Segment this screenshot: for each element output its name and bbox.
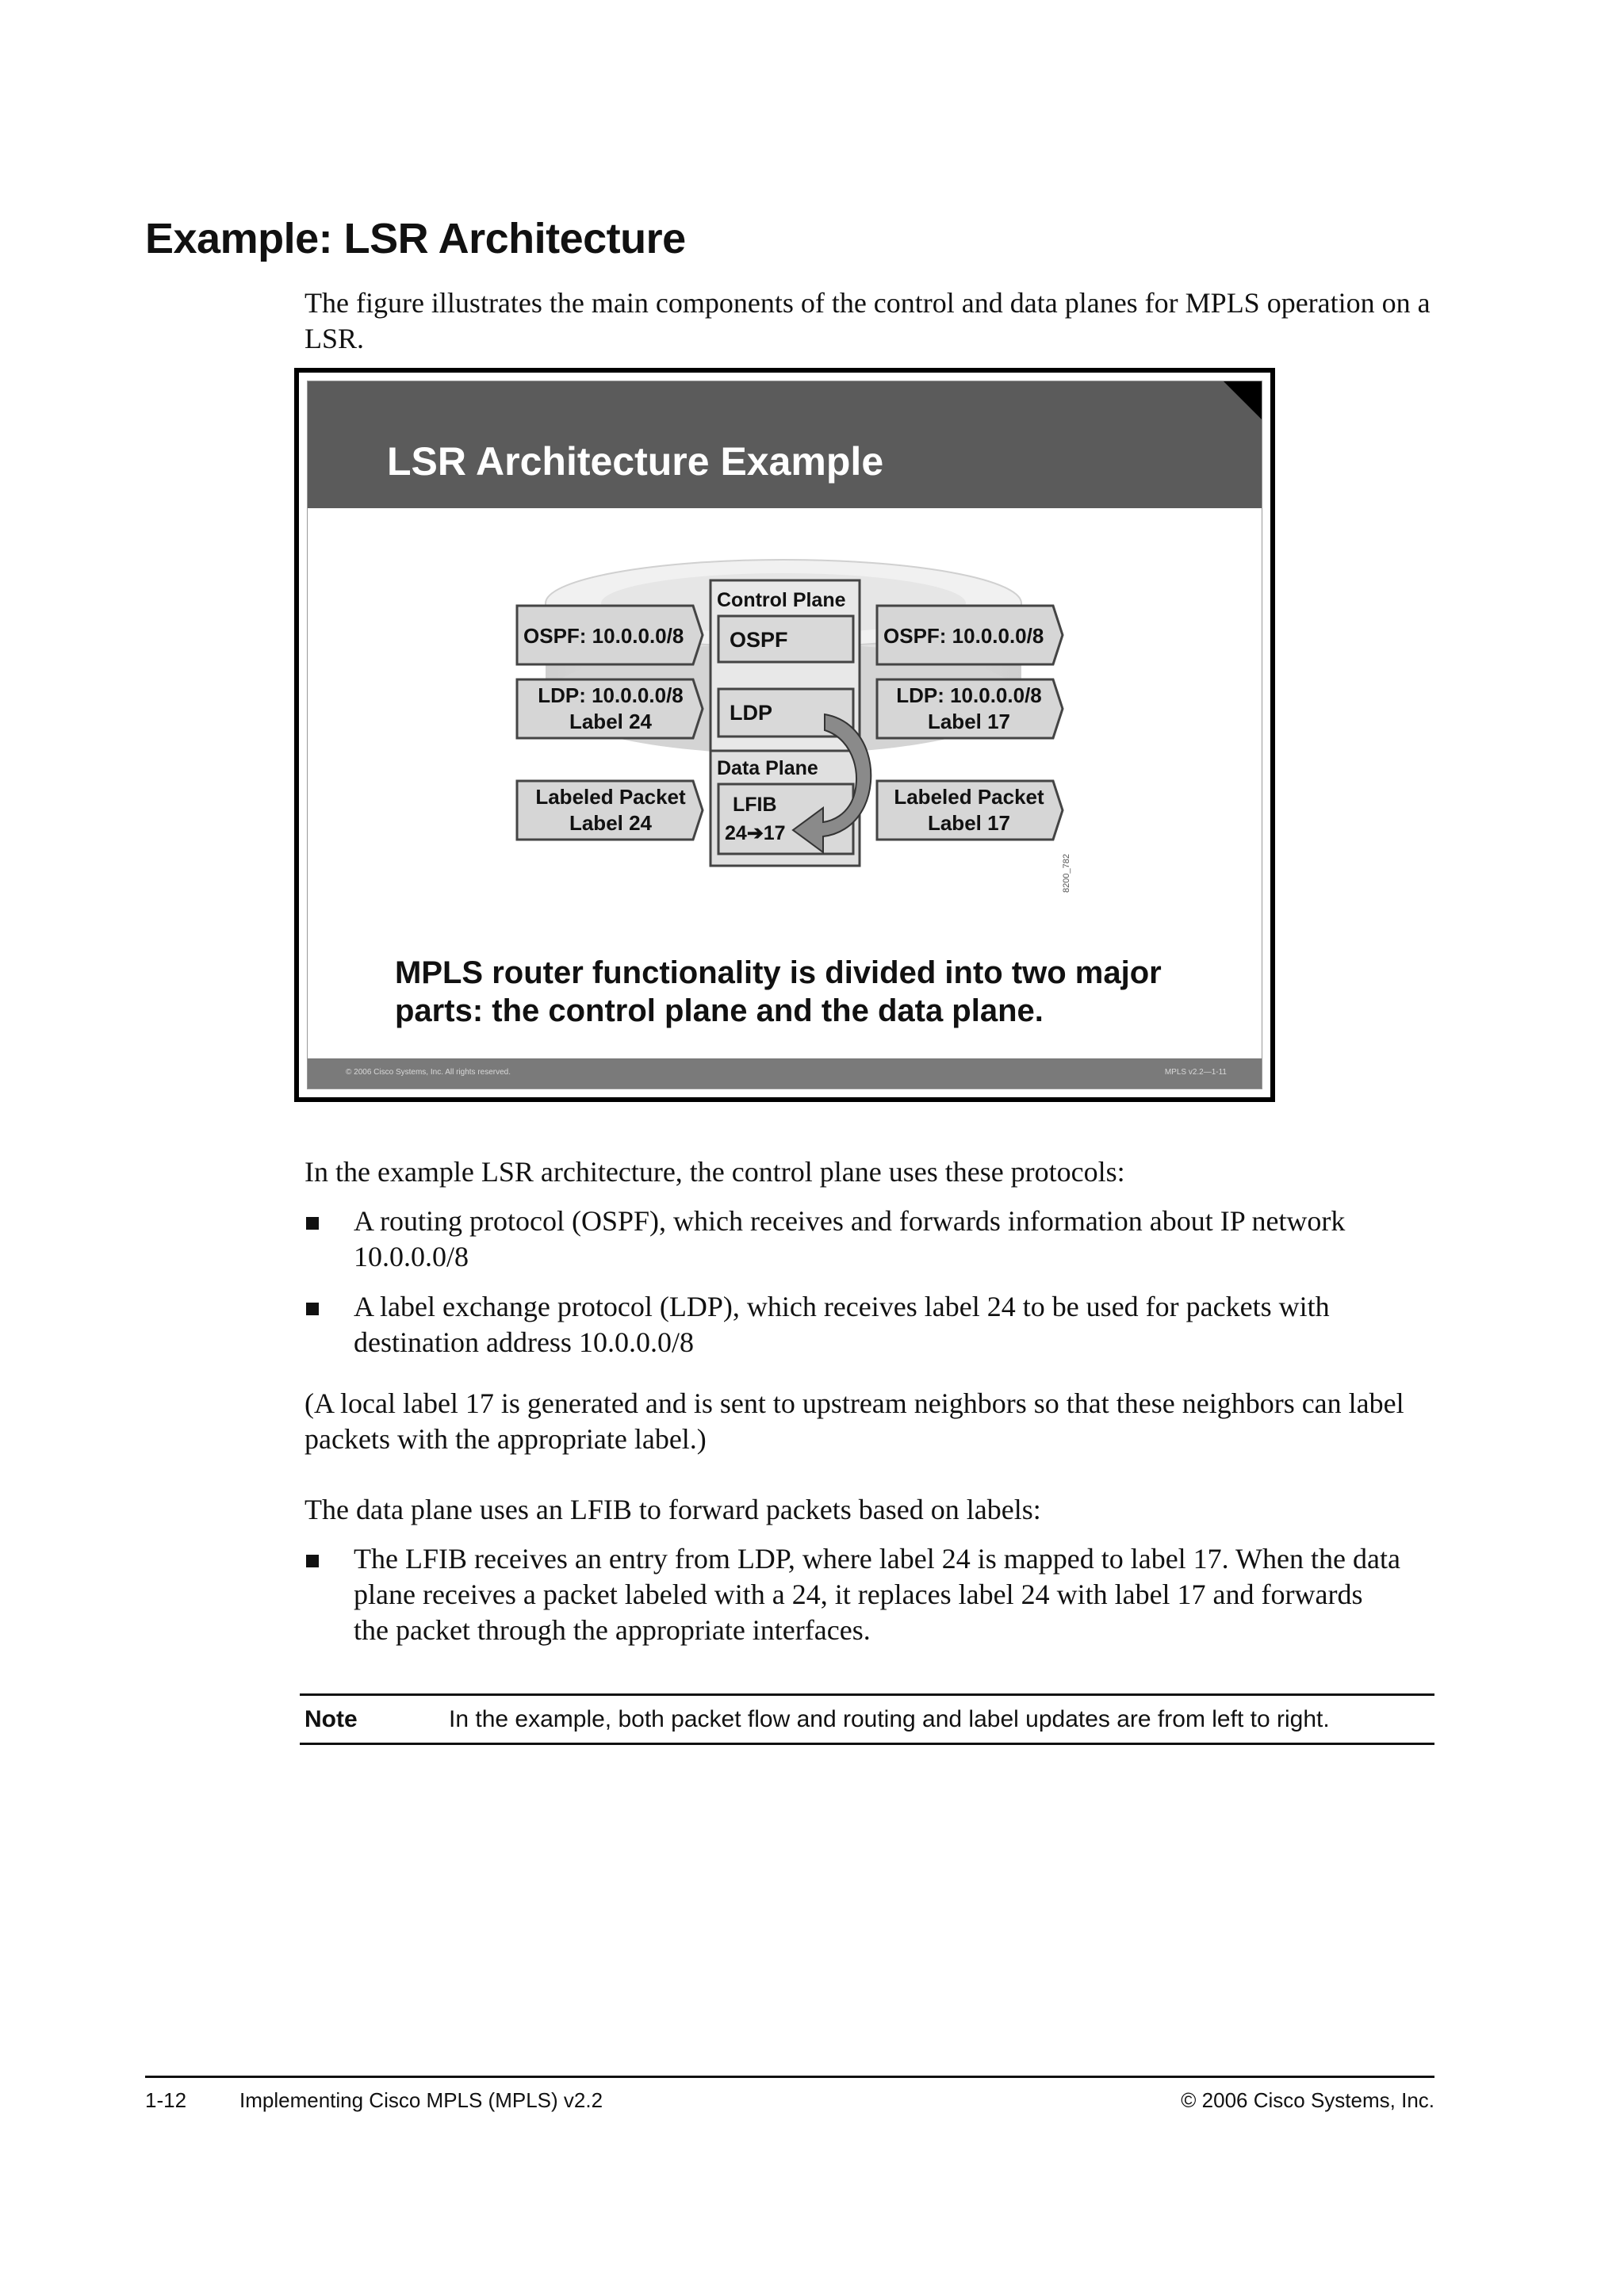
- ospf-label: OSPF: [730, 628, 788, 652]
- slide-copyright: © 2006 Cisco Systems, Inc. All rights reserved.: [346, 1068, 511, 1077]
- section-title: Example: LSR Architecture: [145, 215, 686, 262]
- right-ospf-text: OSPF: 10.0.0.0/8: [883, 624, 1044, 648]
- left-ldp-tag: [517, 679, 703, 738]
- right-ldp-tag: [877, 679, 1063, 738]
- slide-title: LSR Architecture Example: [387, 439, 884, 484]
- control-plane-intro: In the example LSR architecture, the control plane uses these protocols:: [304, 1156, 1125, 1188]
- slide-figure: [294, 368, 1275, 1102]
- bullet-square-icon: [306, 1555, 319, 1567]
- figure-id: 8200_782: [1062, 854, 1071, 893]
- left-packet-line1: Labeled Packet: [535, 785, 686, 809]
- left-ldp-line2: Label 24: [569, 710, 653, 733]
- footer-page-number: 1-12: [145, 2088, 187, 2112]
- data-plane-intro: The data plane uses an LFIB to forward packets based on labels:: [304, 1494, 1041, 1525]
- lfib-label: LFIB: [733, 794, 777, 816]
- right-ospf-tag: [877, 606, 1063, 664]
- left-ldp-line1: LDP: 10.0.0.0/8: [538, 683, 684, 707]
- slide-frame: [307, 381, 1262, 1089]
- bullet-text: A routing protocol (OSPF), which receives and forwards information about IP network 10.0.0.0/8: [354, 1205, 1346, 1272]
- left-packet-tag: [517, 781, 703, 840]
- footer-copyright: © 2006 Cisco Systems, Inc.: [1181, 2088, 1434, 2112]
- slide-version: MPLS v2.2—1-11: [1164, 1068, 1227, 1077]
- note-divider-bottom: [300, 1743, 1434, 1745]
- left-ospf-tag: [517, 606, 703, 664]
- local-label-paragraph: (A local label 17 is generated and is sent to upstream neighbors so that these neighbors can label packets with the appropriate label.): [304, 1387, 1404, 1455]
- lfib-arrow-icon: ➔: [746, 822, 764, 844]
- right-packet-line1: Labeled Packet: [894, 785, 1044, 809]
- lfib-out-label: 17: [763, 822, 786, 844]
- right-packet-tag: [877, 781, 1063, 840]
- ldp-label: LDP: [730, 701, 772, 725]
- control-plane-label: Control Plane: [717, 589, 846, 611]
- footer-course-title: Implementing Cisco MPLS (MPLS) v2.2: [239, 2088, 603, 2112]
- bullet-text: A label exchange protocol (LDP), which receives label 24 to be used for packets with destination address 10.0.0.0/8: [354, 1291, 1330, 1358]
- slide-caption: MPLS router functionality is divided into two major parts: the control plane and the data plane.: [395, 955, 1162, 1028]
- data-plane-label: Data Plane: [717, 757, 818, 779]
- bullet-square-icon: [306, 1217, 319, 1230]
- bullet-square-icon: [306, 1303, 319, 1315]
- lfib-in-label: 24: [725, 822, 747, 844]
- intro-paragraph: The figure illustrates the main components of the control and data planes for MPLS operation on a LSR.: [304, 287, 1431, 354]
- bullet-text: The LFIB receives an entry from LDP, where label 24 is mapped to label 17. When the data plane receives a packet labeled with a 24, it replaces label 24 with label 17 and forwards the packet through the appropriate interfaces.: [354, 1543, 1400, 1646]
- note-text: In the example, both packet flow and routing and label updates are from left to right.: [449, 1706, 1330, 1732]
- note-divider-top: [300, 1693, 1434, 1696]
- slide-footer: [308, 1058, 1262, 1089]
- note-label: Note: [304, 1706, 358, 1732]
- right-packet-line2: Label 17: [927, 811, 1011, 835]
- lfib-entry: [725, 822, 786, 844]
- right-ldp-line1: LDP: 10.0.0.0/8: [896, 683, 1042, 707]
- footer-divider: [145, 2076, 1434, 2078]
- left-packet-line2: Label 24: [569, 811, 653, 835]
- right-ldp-line2: Label 17: [927, 710, 1011, 733]
- left-ospf-text: OSPF: 10.0.0.0/8: [523, 624, 684, 648]
